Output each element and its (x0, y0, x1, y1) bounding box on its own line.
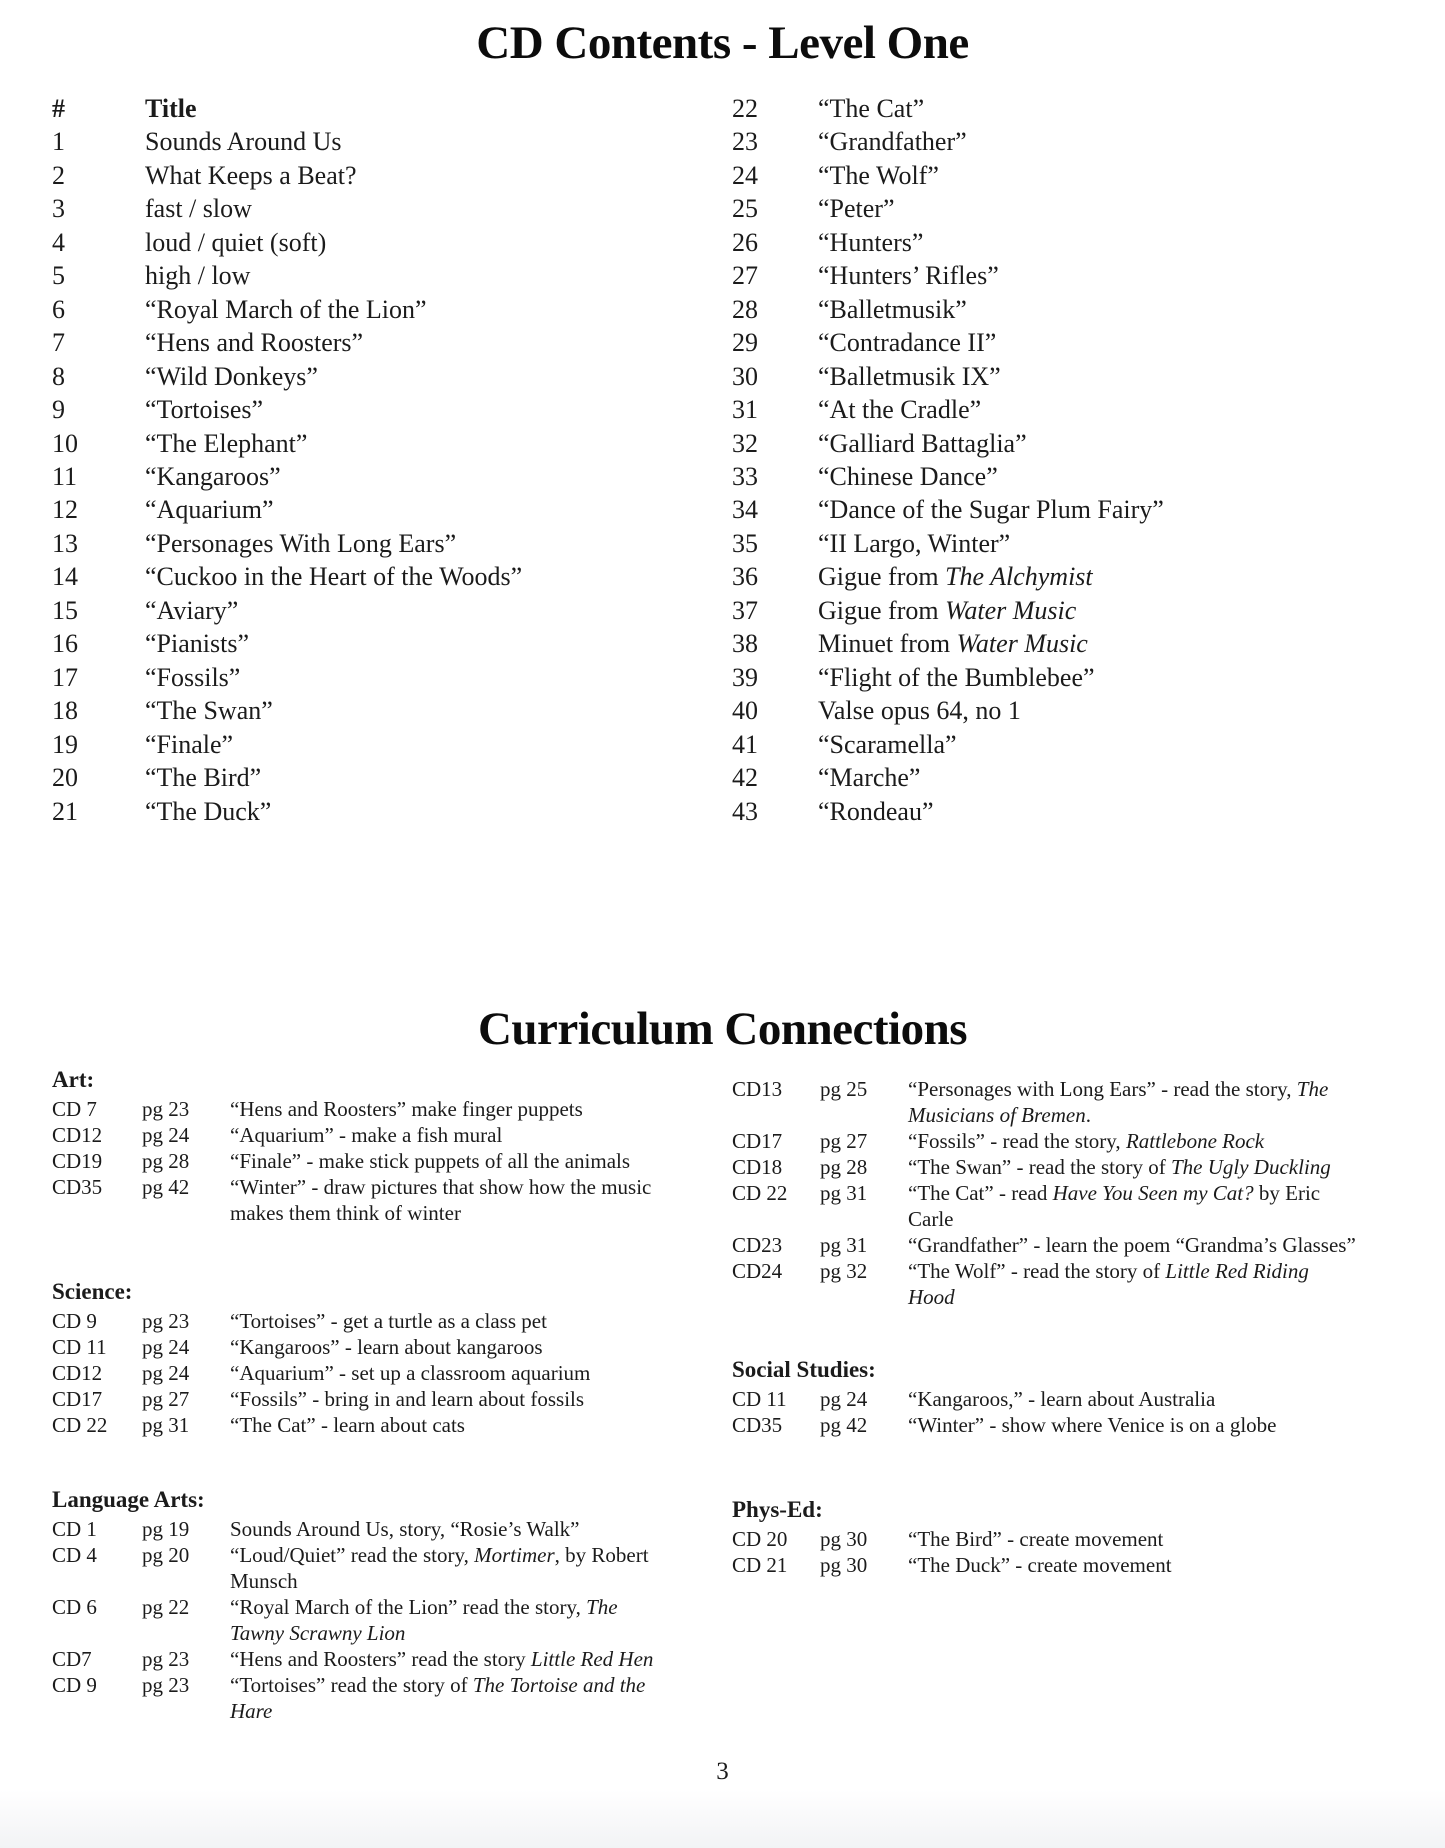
cd-track-title: “Hunters’ Rifles” (818, 261, 999, 291)
curriculum-section-heading: Social Studies: (732, 1357, 876, 1382)
cd-track-title: “Grandfather” (818, 127, 967, 157)
cd-track-title: “Tortoises” (145, 395, 264, 425)
curriculum-row (52, 1516, 702, 1542)
cd-track-title: “Galliard Battaglia” (818, 428, 1027, 458)
cd-track-title: “Pianists” (145, 629, 249, 659)
cd-track-title: “The Swan” (145, 696, 273, 726)
curriculum-cd-ref: CD12 (52, 1123, 103, 1147)
cd-track-number: 40 (732, 696, 758, 726)
cd-track-row (732, 728, 1164, 761)
cd-track-title: “Fossils” (145, 662, 241, 692)
cd-track-title: “At the Cradle” (818, 395, 982, 425)
curriculum-page-ref: pg 24 (142, 1335, 190, 1359)
curriculum-page-ref: pg 20 (142, 1543, 190, 1567)
cd-track-number: 34 (732, 495, 758, 525)
curriculum-section (52, 1066, 702, 1226)
cd-track-number: 38 (732, 629, 758, 659)
cd-track-row (52, 326, 522, 359)
curriculum-page-ref: pg 23 (142, 1673, 190, 1697)
curriculum-row (52, 1308, 702, 1334)
curriculum-cd-ref: CD 22 (52, 1413, 108, 1437)
curriculum-activity: “Personages with Long Ears” - read the story, The Musicians of Bremen. (908, 1077, 1329, 1127)
cd-track-title: “Wild Donkeys” (145, 361, 318, 391)
cd-track-number: 4 (52, 227, 65, 257)
curriculum-activity: “The Swan” - read the story of The Ugly Duckling (908, 1155, 1331, 1179)
cd-track-row (52, 259, 522, 292)
curriculum-activity: “The Cat” - read Have You Seen my Cat? by Eric Carle (908, 1181, 1321, 1231)
curriculum-row (52, 1386, 702, 1412)
cd-track-number: 42 (732, 763, 758, 793)
cd-track-title: “Contradance II” (818, 328, 997, 358)
curriculum-cd-ref: CD17 (732, 1129, 783, 1153)
curriculum-activity: “The Cat” - learn about cats (230, 1413, 465, 1437)
curriculum-activity: “Loud/Quiet” read the story, Mortimer, by Robert Munsch (230, 1543, 649, 1593)
curriculum-cd-ref: CD12 (52, 1361, 103, 1385)
cd-track-number: 41 (732, 729, 758, 759)
cd-track-row (52, 360, 522, 393)
cd-track-row (52, 393, 522, 426)
cd-track-row (52, 694, 522, 727)
page-title: CD Contents - Level One (476, 17, 969, 69)
cd-track-number: 36 (732, 562, 758, 592)
cd-track-title: “Hunters” (818, 227, 924, 257)
cd-track-title: “Finale” (145, 729, 234, 759)
cd-track-row (52, 427, 522, 460)
curriculum-cd-ref: CD18 (732, 1155, 783, 1179)
curriculum-page-ref: pg 28 (142, 1149, 190, 1173)
curriculum-title: Curriculum Connections (477, 1003, 968, 1055)
cd-track-row (52, 761, 522, 794)
curriculum-row (52, 1148, 702, 1174)
curriculum-row (732, 1232, 1432, 1258)
cd-track-number: 26 (732, 227, 758, 257)
cd-track-number: 19 (52, 729, 78, 759)
curriculum-activity: “The Bird” - create movement (908, 1527, 1164, 1551)
cd-track-title: high / low (145, 261, 251, 291)
curriculum-row (52, 1174, 702, 1226)
cd-track-row (52, 728, 522, 761)
cd-track-number: 14 (52, 562, 78, 592)
cd-track-row (52, 627, 522, 660)
curriculum-row (732, 1526, 1432, 1552)
cd-track-row (52, 527, 522, 560)
cd-track-number: 11 (52, 461, 78, 491)
cd-track-number: 17 (52, 662, 78, 692)
cd-track-title: loud / quiet (soft) (145, 227, 327, 257)
curriculum-cd-ref: CD 20 (732, 1527, 788, 1551)
cd-track-number: 13 (52, 528, 78, 558)
cd-track-row (732, 226, 1164, 259)
page-number: 3 (716, 1758, 729, 1785)
curriculum-section-heading: Science: (52, 1279, 133, 1304)
curriculum-page-ref: pg 24 (142, 1361, 190, 1385)
curriculum-cd-ref: CD 6 (52, 1595, 97, 1619)
cd-track-row (732, 192, 1164, 225)
curriculum-activity: “Winter” - show where Venice is on a globe (908, 1413, 1277, 1437)
curriculum-page-ref: pg 30 (820, 1553, 868, 1577)
curriculum-cd-ref: CD 21 (732, 1553, 788, 1577)
cd-track-row (52, 192, 522, 225)
curriculum-page-ref: pg 27 (142, 1387, 190, 1411)
curriculum-row (52, 1096, 702, 1122)
cd-track-title: “Peter” (818, 194, 895, 224)
cd-track-row (52, 293, 522, 326)
cd-track-title: “Hens and Roosters” (145, 328, 364, 358)
cd-track-number: 33 (732, 461, 758, 491)
curriculum-activity: “Fossils” - read the story, Rattlebone Rock (908, 1129, 1265, 1153)
cd-track-number: 5 (52, 261, 65, 291)
curriculum-activity: Sounds Around Us, story, “Rosie’s Walk” (230, 1517, 580, 1541)
cd-track-number: 8 (52, 361, 65, 391)
curriculum-page-ref: pg 42 (820, 1413, 868, 1437)
cd-track-row (52, 125, 522, 158)
curriculum-cd-ref: CD 22 (732, 1181, 788, 1205)
curriculum-page-ref: pg 24 (820, 1387, 868, 1411)
cd-track-title: “The Cat” (818, 94, 925, 123)
curriculum-cd-ref: CD 1 (52, 1517, 97, 1541)
cd-track-row (52, 460, 522, 493)
curriculum-row (52, 1542, 702, 1594)
curriculum-row (732, 1258, 1432, 1310)
curriculum-cd-ref: CD 11 (732, 1387, 787, 1411)
curriculum-page-ref: pg 30 (820, 1527, 868, 1551)
cd-track-row (732, 761, 1164, 794)
curriculum-section-heading: Phys-Ed: (732, 1497, 823, 1522)
cd-track-title: Gigue from The Alchymist (818, 562, 1093, 592)
curriculum-page-ref: pg 24 (142, 1123, 190, 1147)
column-header-number: # (52, 94, 65, 123)
cd-track-title: “II Largo, Winter” (818, 528, 1011, 558)
cd-track-title: “Royal March of the Lion” (145, 294, 427, 324)
curriculum-cd-ref: CD23 (732, 1233, 783, 1257)
curriculum-activity: “Winter” - draw pictures that show how the music makes them think of winter (230, 1175, 652, 1225)
curriculum-activity: “Aquarium” - set up a classroom aquarium (230, 1361, 591, 1385)
curriculum-page-ref: pg 42 (142, 1175, 190, 1199)
cd-track-title: “Marche” (818, 763, 921, 793)
cd-track-row (732, 460, 1164, 493)
cd-contents-left-column (52, 92, 522, 828)
cd-track-number: 10 (52, 428, 78, 458)
cd-track-number: 37 (732, 595, 758, 625)
curriculum-page-ref: pg 23 (142, 1309, 190, 1333)
cd-track-row (732, 427, 1164, 460)
curriculum-row (732, 1412, 1432, 1438)
cd-track-row (52, 594, 522, 627)
curriculum-page-ref: pg 23 (142, 1097, 190, 1121)
curriculum-page-ref: pg 22 (142, 1595, 190, 1619)
curriculum-cd-ref: CD 9 (52, 1309, 97, 1333)
cd-track-row (732, 393, 1164, 426)
cd-track-row (732, 493, 1164, 526)
cd-track-row (732, 259, 1164, 292)
cd-track-title: Sounds Around Us (145, 127, 342, 157)
curriculum-row (732, 1076, 1432, 1128)
cd-track-number: 24 (732, 160, 758, 190)
curriculum-cd-ref: CD17 (52, 1387, 103, 1411)
cd-track-title: “The Elephant” (145, 428, 308, 458)
curriculum-cd-ref: CD35 (732, 1413, 783, 1437)
cd-track-number: 28 (732, 294, 758, 324)
curriculum-page-ref: pg 32 (820, 1259, 868, 1283)
curriculum-cd-ref: CD 11 (52, 1335, 107, 1359)
cd-track-row (52, 493, 522, 526)
curriculum-cd-ref: CD7 (52, 1647, 92, 1671)
cd-track-row (732, 360, 1164, 393)
cd-track-title: “Scaramella” (818, 729, 957, 759)
curriculum-activity: “The Duck” - create movement (908, 1553, 1172, 1577)
curriculum-left-column (52, 1066, 702, 1724)
cd-track-number: 21 (52, 796, 78, 826)
curriculum-cd-ref: CD19 (52, 1149, 103, 1173)
cd-track-title: “The Wolf” (818, 160, 939, 190)
cd-track-row (52, 560, 522, 593)
curriculum-cd-ref: CD35 (52, 1175, 103, 1199)
curriculum-activity: “Finale” - make stick puppets of all the animals (230, 1149, 631, 1173)
cd-track-title: “Aviary” (145, 595, 239, 625)
cd-track-title: “Dance of the Sugar Plum Fairy” (818, 495, 1164, 525)
cd-track-row (52, 795, 522, 828)
curriculum-page-ref: pg 28 (820, 1155, 868, 1179)
cd-track-row (52, 226, 522, 259)
cd-track-title: “Rondeau” (818, 796, 934, 826)
curriculum-cd-ref: CD 4 (52, 1543, 97, 1567)
curriculum-section-heading: Art: (52, 1067, 95, 1092)
cd-track-number: 32 (732, 428, 758, 458)
curriculum-activity: “Tortoises” read the story of The Tortoise and the Hare (230, 1673, 646, 1723)
cd-track-title: “Kangaroos” (145, 461, 281, 491)
curriculum-row (52, 1672, 702, 1724)
curriculum-activity: “Fossils” - bring in and learn about fossils (230, 1387, 585, 1411)
cd-track-number: 15 (52, 595, 78, 625)
cd-track-title: “Aquarium” (145, 495, 274, 525)
cd-track-number: 31 (732, 395, 758, 425)
cd-track-title: Valse opus 64, no 1 (818, 696, 1021, 726)
cd-track-title: “Balletmusik IX” (818, 361, 1001, 391)
cd-track-title: “Flight of the Bumblebee” (818, 662, 1095, 692)
curriculum-page-ref: pg 27 (820, 1129, 868, 1153)
cd-track-row (732, 527, 1164, 560)
cd-track-number: 6 (52, 294, 65, 324)
cd-track-row (732, 795, 1164, 828)
curriculum-cd-ref: CD 9 (52, 1673, 97, 1697)
curriculum-right-column (732, 1076, 1432, 1578)
cd-track-row (732, 627, 1164, 660)
cd-track-title: Gigue from Water Music (818, 595, 1077, 625)
curriculum-activity: “Tortoises” - get a turtle as a class pet (230, 1309, 547, 1333)
curriculum-activity: “The Wolf” - read the story of Little Red Riding Hood (908, 1259, 1309, 1309)
cd-track-row (732, 326, 1164, 359)
cd-track-number: 27 (732, 261, 758, 291)
cd-track-number: 25 (732, 194, 758, 224)
cd-track-title: “Balletmusik” (818, 294, 967, 324)
cd-track-row (52, 159, 522, 192)
cd-track-number: 16 (52, 629, 78, 659)
curriculum-row (732, 1128, 1432, 1154)
curriculum-page-ref: pg 23 (142, 1647, 190, 1671)
cd-track-number: 2 (52, 160, 65, 190)
cd-track-number: 22 (732, 94, 758, 123)
curriculum-cd-ref: CD13 (732, 1077, 783, 1101)
cd-track-row (52, 661, 522, 694)
curriculum-row (52, 1360, 702, 1386)
cd-track-number: 43 (732, 796, 758, 826)
curriculum-activity: “Royal March of the Lion” read the story, The Tawny Scrawny Lion (230, 1595, 618, 1645)
curriculum-section (732, 1496, 1432, 1578)
cd-track-title: Minuet from Water Music (818, 629, 1088, 659)
cd-track-row (732, 92, 1164, 125)
curriculum-row (52, 1646, 702, 1672)
cd-track-title: “Chinese Dance” (818, 461, 998, 491)
cd-track-row (732, 594, 1164, 627)
curriculum-section-heading: Language Arts: (52, 1487, 205, 1512)
cd-track-row (732, 560, 1164, 593)
cd-track-number: 1 (52, 127, 65, 157)
cd-track-title: “The Bird” (145, 763, 262, 793)
curriculum-row (732, 1154, 1432, 1180)
curriculum-page-ref: pg 31 (820, 1233, 868, 1257)
cd-track-number: 12 (52, 495, 78, 525)
cd-track-row (732, 125, 1164, 158)
curriculum-row (732, 1552, 1432, 1578)
curriculum-row (732, 1180, 1432, 1232)
column-header-title: Title (145, 94, 197, 123)
curriculum-cd-ref: CD 7 (52, 1097, 97, 1121)
curriculum-activity: “Aquarium” - make a fish mural (230, 1123, 503, 1147)
cd-track-row (732, 159, 1164, 192)
curriculum-section (732, 1076, 1432, 1310)
cd-track-number: 7 (52, 328, 65, 358)
curriculum-row (52, 1412, 702, 1438)
cd-track-number: 9 (52, 395, 65, 425)
curriculum-page-ref: pg 19 (142, 1517, 190, 1541)
curriculum-page-ref: pg 31 (820, 1181, 868, 1205)
curriculum-page-ref: pg 31 (142, 1413, 190, 1437)
curriculum-activity: “Grandfather” - learn the poem “Grandma’s Glasses” (908, 1233, 1356, 1257)
curriculum-activity: “Kangaroos,” - learn about Australia (908, 1387, 1216, 1411)
cd-track-row (732, 694, 1164, 727)
curriculum-row (52, 1122, 702, 1148)
cd-track-row (732, 661, 1164, 694)
cd-track-row (732, 293, 1164, 326)
cd-track-number: 18 (52, 696, 78, 726)
curriculum-section (52, 1278, 702, 1438)
curriculum-activity: “Hens and Roosters” make finger puppets (230, 1097, 583, 1121)
cd-track-number: 20 (52, 763, 78, 793)
curriculum-activity: “Hens and Roosters” read the story Little Red Hen (230, 1647, 654, 1671)
cd-track-number: 39 (732, 662, 758, 692)
cd-track-title: What Keeps a Beat? (145, 160, 357, 190)
curriculum-row (52, 1594, 702, 1646)
curriculum-section (732, 1356, 1432, 1438)
curriculum-activity: “Kangaroos” - learn about kangaroos (230, 1335, 543, 1359)
cd-track-number: 35 (732, 528, 758, 558)
cd-track-number: 29 (732, 328, 758, 358)
curriculum-cd-ref: CD24 (732, 1259, 783, 1283)
cd-track-title: fast / slow (145, 194, 252, 224)
cd-track-number: 23 (732, 127, 758, 157)
cd-track-title: “Personages With Long Ears” (145, 528, 457, 558)
cd-track-title: “Cuckoo in the Heart of the Woods” (145, 562, 523, 592)
curriculum-page-ref: pg 25 (820, 1077, 868, 1101)
curriculum-section (52, 1486, 702, 1724)
curriculum-row (732, 1386, 1432, 1412)
cd-contents-header-row (52, 92, 522, 125)
cd-contents-right-column (732, 92, 1164, 828)
cd-track-number: 3 (52, 194, 65, 224)
cd-track-number: 30 (732, 361, 758, 391)
curriculum-row (52, 1334, 702, 1360)
cd-track-title: “The Duck” (145, 796, 272, 826)
